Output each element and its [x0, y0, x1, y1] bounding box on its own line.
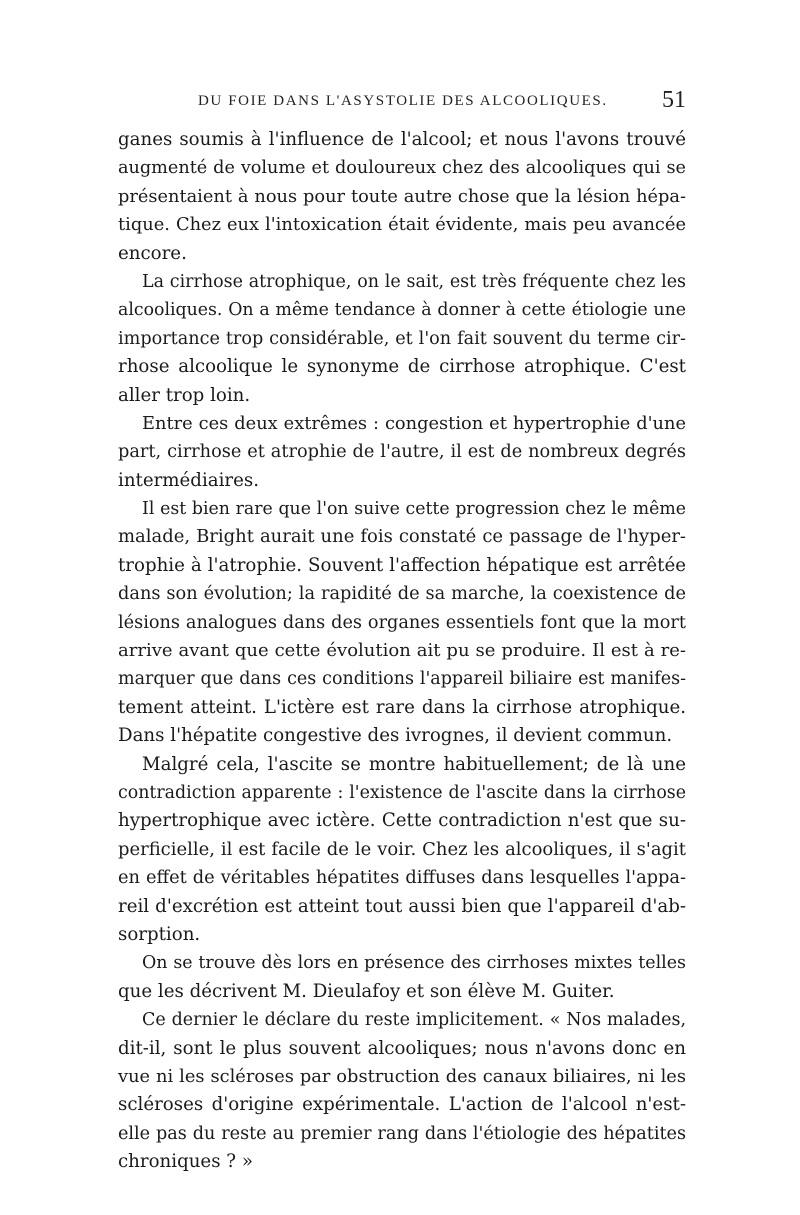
text-line: ganes soumis à l'influence de l'alcool; et nous l'avons trouvé	[118, 129, 686, 150]
text-line: On se trouve dès lors en présence des cirrhoses mixtes telles	[142, 953, 686, 974]
text-line: La cirrhose atrophique, on le sait, est très fréquente chez les	[142, 271, 686, 292]
body-text	[118, 126, 686, 1176]
text-line: encore.	[118, 242, 187, 264]
text-line: Ce dernier le déclare du reste implicitement. « Nos malades,	[142, 1010, 686, 1031]
text-line: rhose alcoolique le synonyme de cirrhose atrophique. C'est	[118, 356, 686, 378]
text-line: Dans l'hépatite congestive des ivrognes, il devient commun.	[118, 725, 673, 747]
text-line: dans son évolution; la rapidité de sa marche, la coexistence de	[118, 584, 686, 605]
text-line: chroniques ? »	[118, 1151, 253, 1173]
text-line: que les décrivent M. Dieulafoy et son élève M. Guiter.	[118, 980, 615, 1002]
text-line: trophie à l'atrophie. Souvent l'affection hépatique est arrêtée	[118, 554, 686, 576]
text-line: arrive avant que cette évolution ait pu se produire. Il est à re-	[118, 640, 686, 662]
text-line: vue ni les scléroses par obstruction des canaux biliaires, ni les	[118, 1065, 686, 1087]
text-line: marquer que dans ces conditions l'appareil biliaire est manifes-	[118, 669, 686, 690]
running-head	[118, 87, 686, 121]
text-line: perficielle, il est facile de le voir. Chez les alcooliques, il s'agit	[118, 838, 686, 860]
text-line: lésions analogues dans des organes essentiels font que la mort	[118, 612, 686, 633]
text-line: augmenté de volume et douloureux chez des alcooliques qui se	[118, 158, 686, 179]
running-title: DU FOIE DANS L'ASYSTOLIE DES ALCOOLIQUES.	[198, 93, 608, 109]
page-number: 51	[662, 87, 686, 113]
text-line: reil d'excrétion est atteint tout aussi bien que l'appareil d'ab-	[118, 895, 686, 917]
text-line: Il est bien rare que l'on suive cette progression chez le même	[142, 499, 686, 520]
text-line: présentaient à nous pour toute autre chose que la lésion hépa-	[118, 186, 686, 207]
text-line: malade, Bright aurait une fois constaté ce passage de l'hyper-	[118, 526, 686, 548]
text-line: en effet de véritables hépatites diffuses dans lesquelles l'appa-	[118, 867, 686, 889]
text-line: aller trop loin.	[118, 384, 251, 406]
text-line: hypertrophique avec ictère. Cette contradiction n'est que su-	[118, 810, 686, 832]
text-line: contradiction apparente : l'existence de l'ascite dans la cirrhose	[118, 782, 686, 803]
text-line: dit-il, sont le plus souvent alcooliques; nous n'avons donc en	[118, 1037, 686, 1059]
text-line: Entre ces deux extrêmes : congestion et hypertrophie d'une	[142, 412, 686, 434]
text-line: elle pas du reste au premier rang dans l'étiologie des hépatites	[118, 1123, 686, 1144]
text-line: tique. Chez eux l'intoxication était évidente, mais peu avancée	[118, 214, 686, 236]
text-line: scléroses d'origine expérimentale. L'action de l'alcool n'est-	[118, 1094, 686, 1116]
text-line: sorption.	[118, 923, 201, 945]
text-line: Malgré cela, l'ascite se montre habituellement; de là une	[142, 753, 686, 775]
text-line: tement atteint. L'ictère est rare dans la cirrhose atrophique.	[118, 696, 686, 718]
text-line: alcooliques. On a même tendance à donner à cette étiologie une	[118, 300, 686, 321]
text-line: part, cirrhose et atrophie de l'autre, il est de nombreux degrés	[118, 442, 686, 463]
text-line: importance trop considérable, et l'on fait souvent du terme cir-	[118, 328, 686, 349]
text-line: intermédiaires.	[118, 469, 259, 491]
